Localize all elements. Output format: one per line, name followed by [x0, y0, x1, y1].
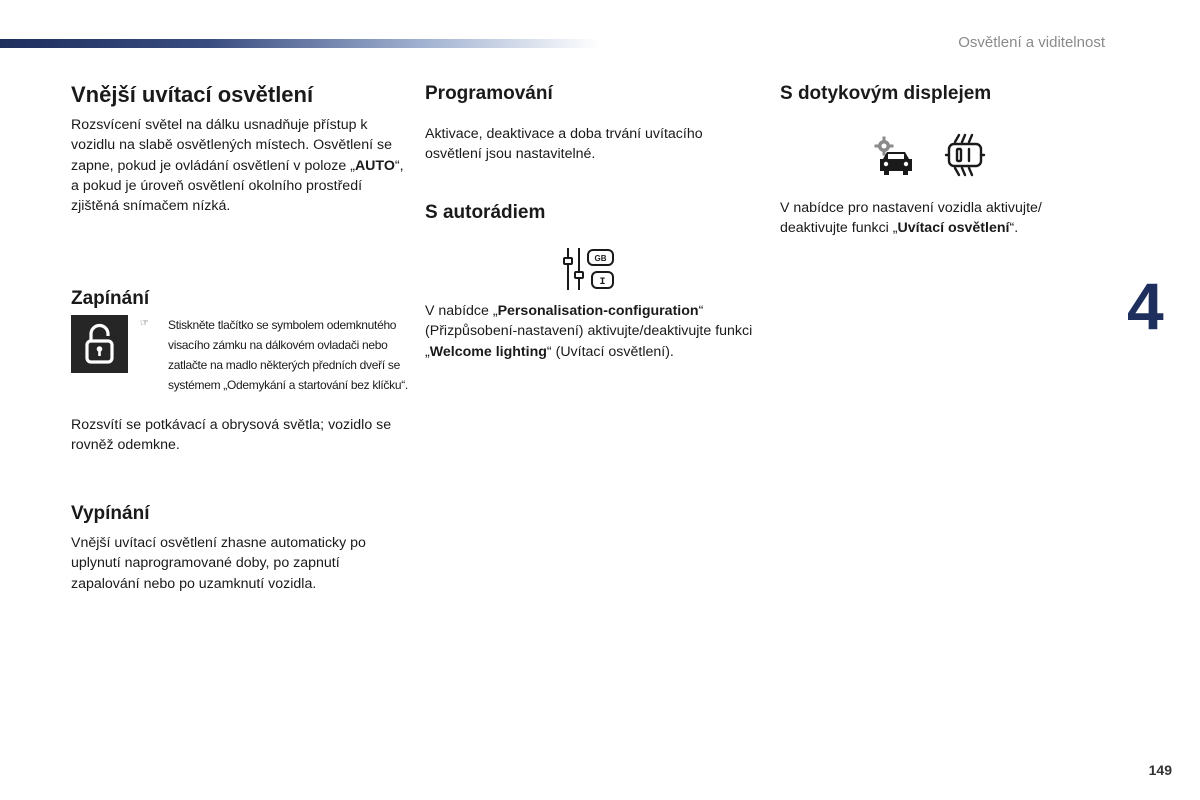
- chapter-number: 4: [1127, 269, 1164, 343]
- radio-icon-label-gb: GB: [594, 254, 607, 263]
- header-gradient-bar: [0, 39, 600, 48]
- page-title: Vnější uvítací osvětlení: [71, 82, 314, 107]
- section-title-radio: S autorádiem: [425, 202, 546, 223]
- vehicle-settings-icon: [872, 135, 916, 179]
- radio-settings-icon: [562, 246, 616, 292]
- on-instruction: Stiskněte tlačítko se symbolem odemknutého visacího zámku na dálkovém ovladači nebo zatlačte na madlo některých předních dveří se systémem „Odemykání a startování bez klíčku“.: [168, 318, 408, 392]
- radio-paragraph: V nabídce „Personalisation-configuration“ (Přizpůsobení-nastavení) aktivujte/deaktivujte funkci „Welcome lighting“ (Uvítací osvětlení).: [425, 303, 753, 360]
- welcome-lighting-icon: [942, 132, 988, 178]
- section-title-on: Zapínání: [71, 288, 150, 309]
- bullet-hand-icon: ☞: [140, 318, 149, 329]
- off-paragraph: Vnější uvítací osvětlení zhasne automaticky po uplynutí naprogramované doby, po zapnutí zapalování nebo po uzamknutí vozidla.: [71, 535, 366, 592]
- radio-icon-label-i: I: [599, 277, 606, 288]
- page-number: 149: [1148, 762, 1172, 778]
- section-title-off: Vypínání: [71, 503, 150, 524]
- unlock-button-icon: [71, 315, 128, 373]
- on-result: Rozsvítí se potkávací a obrysová světla; vozidlo se rovněž odemkne.: [71, 417, 392, 454]
- intro-paragraph: Rozsvícení světel na dálku usnadňuje přístup k vozidlu na slabě osvětlených místech. Osvětlení se zapne, pokud je ovládání osvětlení v poloze „AUTO“, a pokud je úroveň osvětlení okolního prostředí zjištěná snímačem nízká.: [71, 117, 404, 215]
- programming-paragraph: Aktivace, deaktivace a doba trvání uvítacího osvětlení jsou nastavitelné.: [425, 126, 703, 163]
- running-title: Osvětlení a viditelnost: [958, 34, 1105, 51]
- section-title-touchscreen: S dotykovým displejem: [780, 83, 992, 104]
- touchscreen-paragraph: V nabídce pro nastavení vozidla aktivujte/ deaktivujte funkci „Uvítací osvětlení“.: [780, 200, 1042, 237]
- section-title-programming: Programování: [425, 83, 553, 104]
